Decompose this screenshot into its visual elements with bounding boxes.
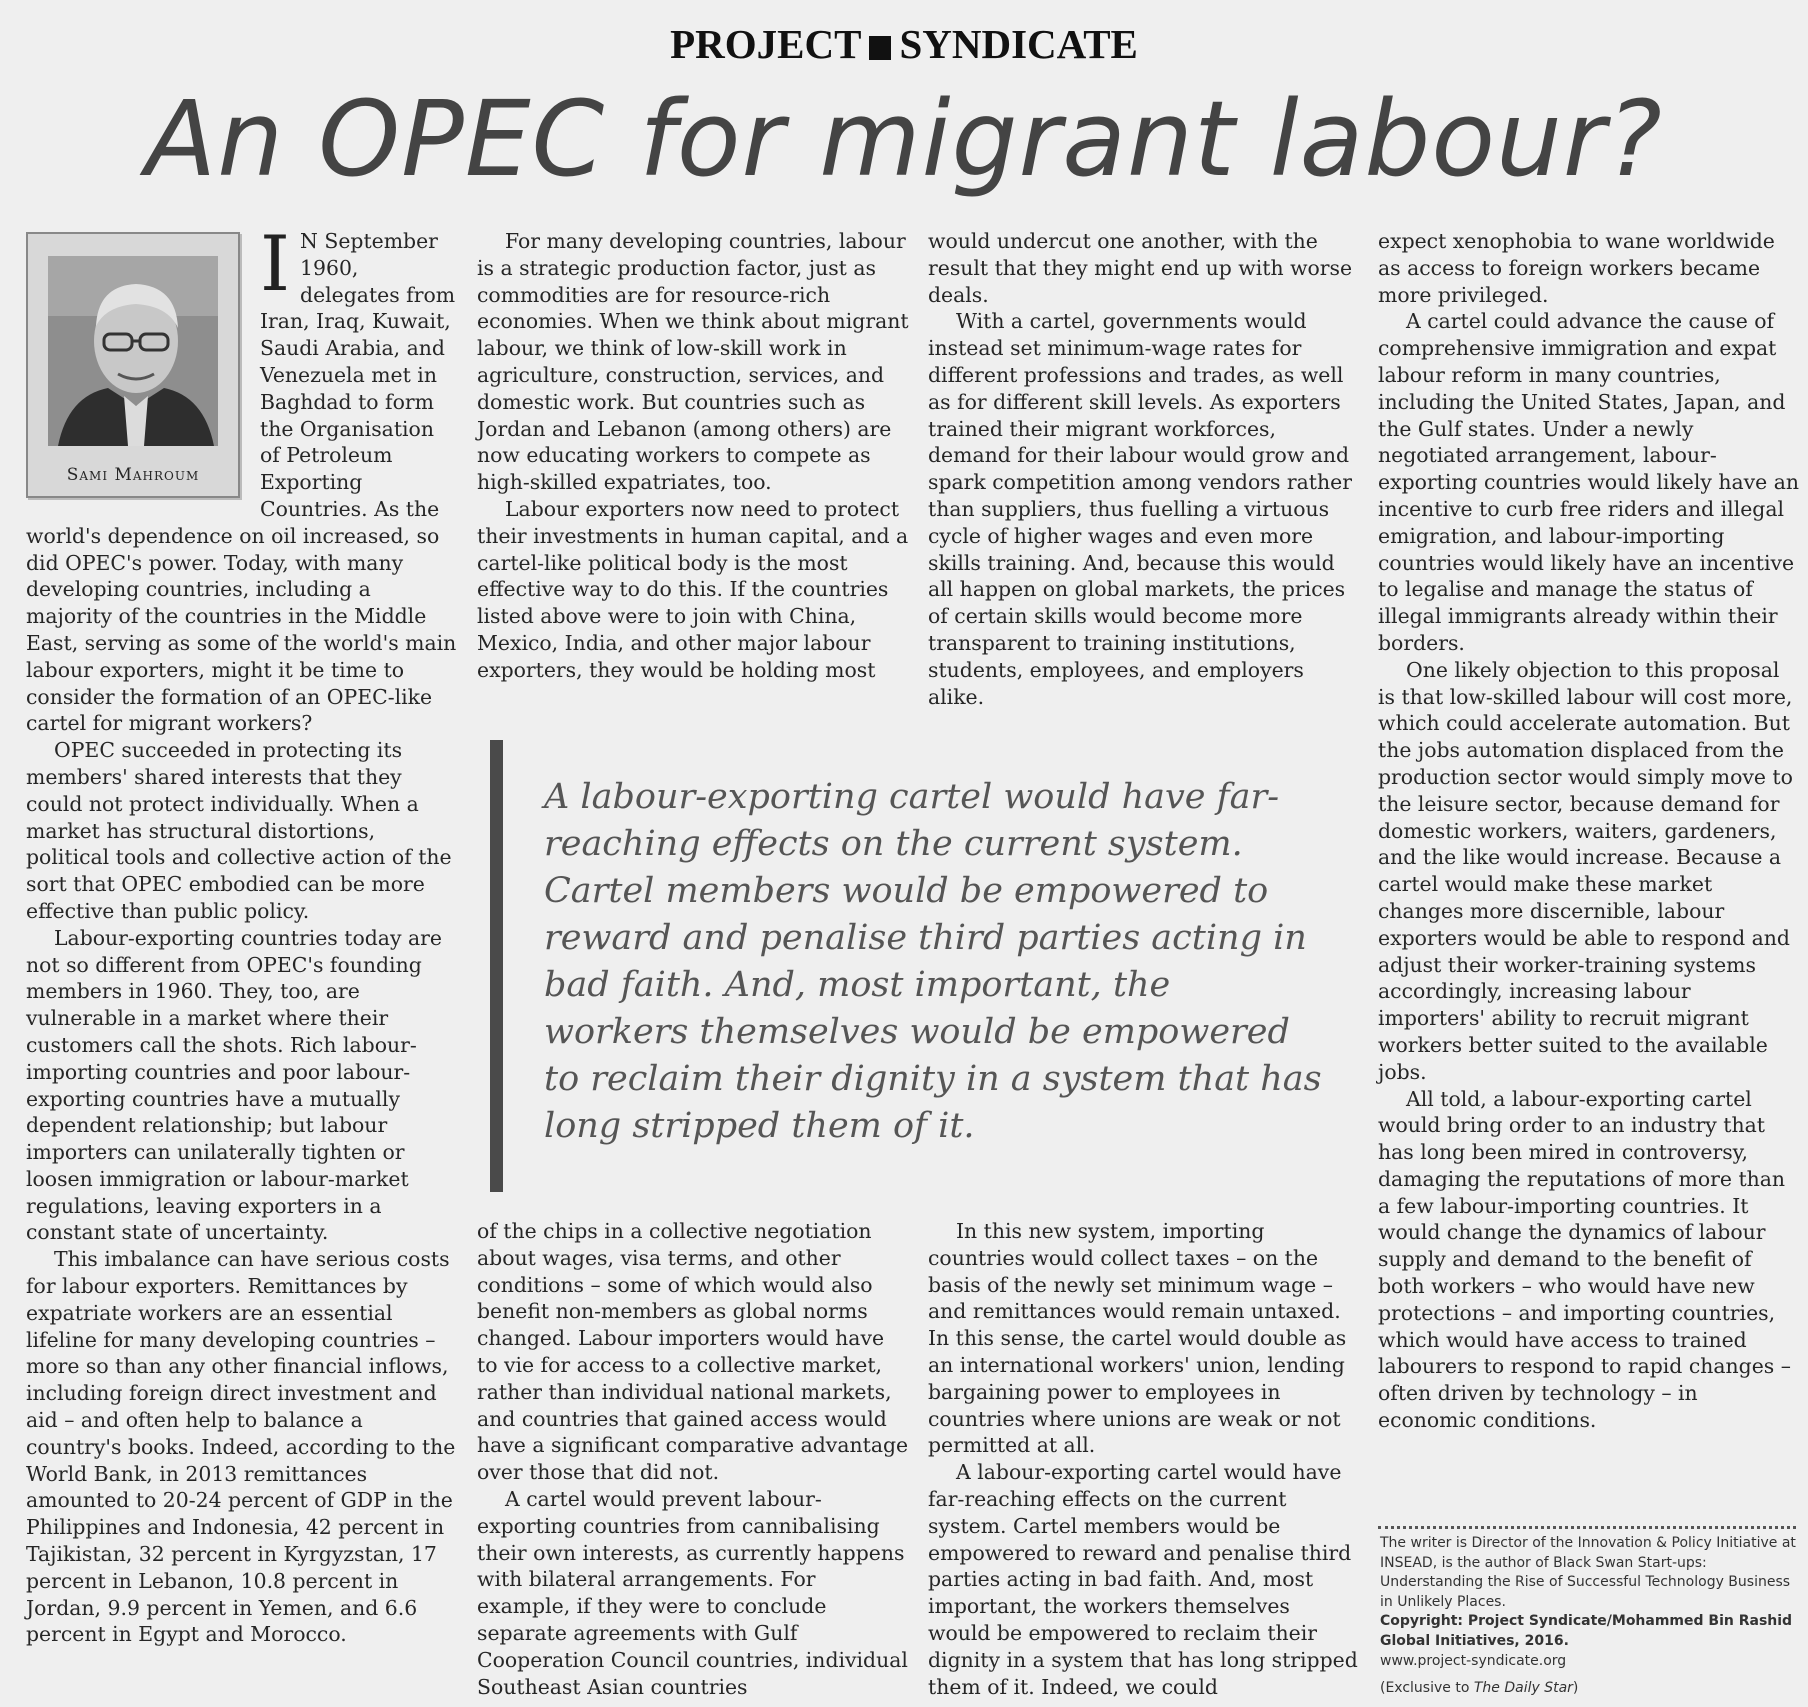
article-paragraph: Labour-exporting countries today are not so different from OPEC's founding members in 1960. They, too, are vulnerable in a market where their customers call the shots. Rich labour-importing countries and poor labour-exporting countries have a mutually dependent relationship; but labour importers can unilaterally tighten or loosen immigration or labour-market regulations, leaving exporters in a constant state of uncertainty.	[26, 925, 442, 1245]
masthead-left: PROJECT	[670, 21, 862, 67]
column-1	[26, 219, 458, 1648]
newspaper-name: The Daily Star	[1473, 1680, 1573, 1697]
column-4	[1378, 228, 1800, 1434]
pull-quote-bar	[490, 740, 503, 1192]
article-paragraph: A labour-exporting cartel would have far-reaching effects on the current system. Cartel members would be empowered to reward and penalise third parties acting in bad faith. And, most important, the workers themselves would be empowered to reclaim their dignity in a system that has long stripped them of it. Indeed, we could	[928, 1460, 1358, 1699]
article-paragraph: A cartel could advance the cause of comprehensive immigration and expat labour reform in many countries, including the United States, Japan, and the Gulf states. Under a newly negotiated arrangement, labour-exporting countries would likely have an incentive to curb free riders and illegal emigration, and labour-importing countries would likely have an incentive to legalise and manage the status of illegal immigrants already within their borders.	[1378, 309, 1800, 655]
copyright-notice: Copyright: Project Syndicate/Mohammed Bin Rashid Global Initiatives, 2016.	[1380, 1613, 1793, 1649]
article-headline: An OPEC for migrant labour?	[145, 78, 1663, 200]
syndicate-logo-icon	[869, 36, 891, 60]
website-link[interactable]: www.project-syndicate.org	[1380, 1652, 1567, 1669]
article-paragraph: In this new system, importing countries would collect taxes – on the basis of the newly set minimum wage – and remittances would remain untaxed. In this sense, the cartel would double as an international workers' union, lending bargaining power to employees in countries where unions are weak or not permitted at all.	[928, 1219, 1347, 1458]
column-2-bottom	[477, 1218, 909, 1700]
masthead-right: SYNDICATE	[899, 21, 1138, 67]
article-paragraph: For many developing countries, labour is a strategic production factor, just as commodities are for resource-rich economies. When we think about migrant labour, we think of low-skill work in agriculture, construction, services, and domestic work. But countries such as Jordan and Lebanon (among others) are now educating workers to compete as high-skilled expatriates, too.	[477, 229, 909, 495]
article-paragraph: A cartel would prevent labour-exporting countries from cannibalising their own interests, as currently happens with bilateral arrangements. For example, if they were to conclude separate agreements with Gulf Cooperation Council countries, individual Southeast Asian countries	[477, 1486, 908, 1699]
author-footnote	[1380, 1534, 1798, 1699]
column-2-top	[477, 228, 909, 684]
pull-quote	[490, 740, 1330, 1192]
exclusive-prefix: (Exclusive to	[1380, 1680, 1474, 1697]
footnote-divider	[1378, 1526, 1796, 1529]
article-paragraph: expect xenophobia to wane worldwide as access to foreign workers became more privileged.	[1378, 229, 1775, 307]
exclusive-note	[1380, 1679, 1798, 1699]
article-paragraph: of the chips in a collective negotiation about wages, visa terms, and other conditions – some of which would also benefit non-members as global norms changed. Labour importers would have to vie for access to a collective market, rather than individual national markets, and countries that gained access would have a significant comparative advantage over those that did not.	[477, 1219, 909, 1485]
author-portrait-icon	[48, 256, 218, 446]
author-box	[26, 232, 240, 498]
author-name: Sami Mahroum	[66, 465, 200, 485]
column-3-top	[928, 228, 1358, 710]
article-paragraph: would undercut one another, with the result that they might end up with worse deals.	[928, 229, 1353, 307]
masthead	[0, 20, 1808, 68]
author-bio: The writer is Director of the Innovation & Policy Initiative at INSEAD, is the author of Black Swan Start-ups: Understanding the Rise of Successful Technology Business in Unlikely Places.	[1380, 1535, 1796, 1610]
article-paragraph: N September 1960, delegates from Iran, Iraq, Kuwait, Saudi Arabia, and Venezuela met in Baghdad to form the Organisation of Petroleum Exporting Countries. As the world's dependence on oil increased, so did OPEC's power. Today, with many developing countries, including a majority of the countries in the Middle East, serving as some of the world's main labour exporters, might it be time to consider the formation of an OPEC-like cartel for migrant workers?	[26, 229, 457, 736]
column-3-bottom	[928, 1218, 1358, 1700]
drop-cap: I	[260, 219, 291, 308]
article-paragraph: One likely objection to this proposal is that low-skilled labour will cost more, which could accelerate automation. But the jobs automation displaced from the production sector would simply move to the leisure sector, because demand for domestic workers, waiters, gardeners, and the like would increase. Because a cartel would make these market changes more discernible, labour exporters would be able to respond and adjust their worker-training systems accordingly, increasing labour importers' ability to recruit migrant workers better suited to the available jobs.	[1378, 657, 1793, 1084]
pull-quote-text: A labour-exporting cartel would have far-reaching effects on the current system. Cartel members would be empowered to reward and penalise third parties acting in bad faith. And, most important, the workers themselves would be empowered to reclaim their dignity in a system that has long stripped them of it.	[544, 777, 1322, 1146]
article-paragraph: OPEC succeeded in protecting its members' shared interests that they could not protect individually. When a market has structural distortions, political tools and collective action of the sort that OPEC embodied can be more effective than public policy.	[26, 738, 452, 923]
article-paragraph: All told, a labour-exporting cartel would bring order to an industry that has long been mired in controversy, damaging the reputations of more than a few labour-importing countries. It would change the dynamics of labour supply and demand to the benefit of both workers – who would have new protections – and importing countries, which would have access to trained labourers to respond to rapid changes – often driven by technology – in economic conditions.	[1378, 1086, 1791, 1433]
article-paragraph: This imbalance can have serious costs for labour exporters. Remittances by expatriate workers are an essential lifeline for many developing countries – more so than any other financial inflows, including foreign direct investment and aid – and often help to balance a country's books. Indeed, according to the World Bank, in 2013 remittances amounted to 20-24 percent of GDP in the Philippines and Indonesia, 42 percent in Tajikistan, 32 percent in Kyrgyzstan, 17 percent in Lebanon, 10.8 percent in Jordan, 9.9 percent in Yemen, and 6.6 percent in Egypt and Morocco.	[26, 1247, 456, 1647]
article-paragraph: Labour exporters now need to protect their investments in human capital, and a cartel-like political body is the most effective way to do this. If the countries listed above were to join with China, Mexico, India, and other major labour exporters, they would be holding most	[477, 496, 909, 682]
exclusive-suffix: )	[1572, 1680, 1579, 1697]
article-paragraph: With a cartel, governments would instead set minimum-wage rates for different professions and trades, as well as for different skill levels. As exporters trained their migrant workforces, demand for their labour would grow and spark competition among vendors rather than suppliers, thus fuelling a virtuous cycle of higher wages and even more skills training. And, because this would all happen on global markets, the prices of certain skills would become more transparent to training institutions, students, employees, and employers alike.	[928, 309, 1352, 709]
author-photo	[48, 256, 218, 446]
